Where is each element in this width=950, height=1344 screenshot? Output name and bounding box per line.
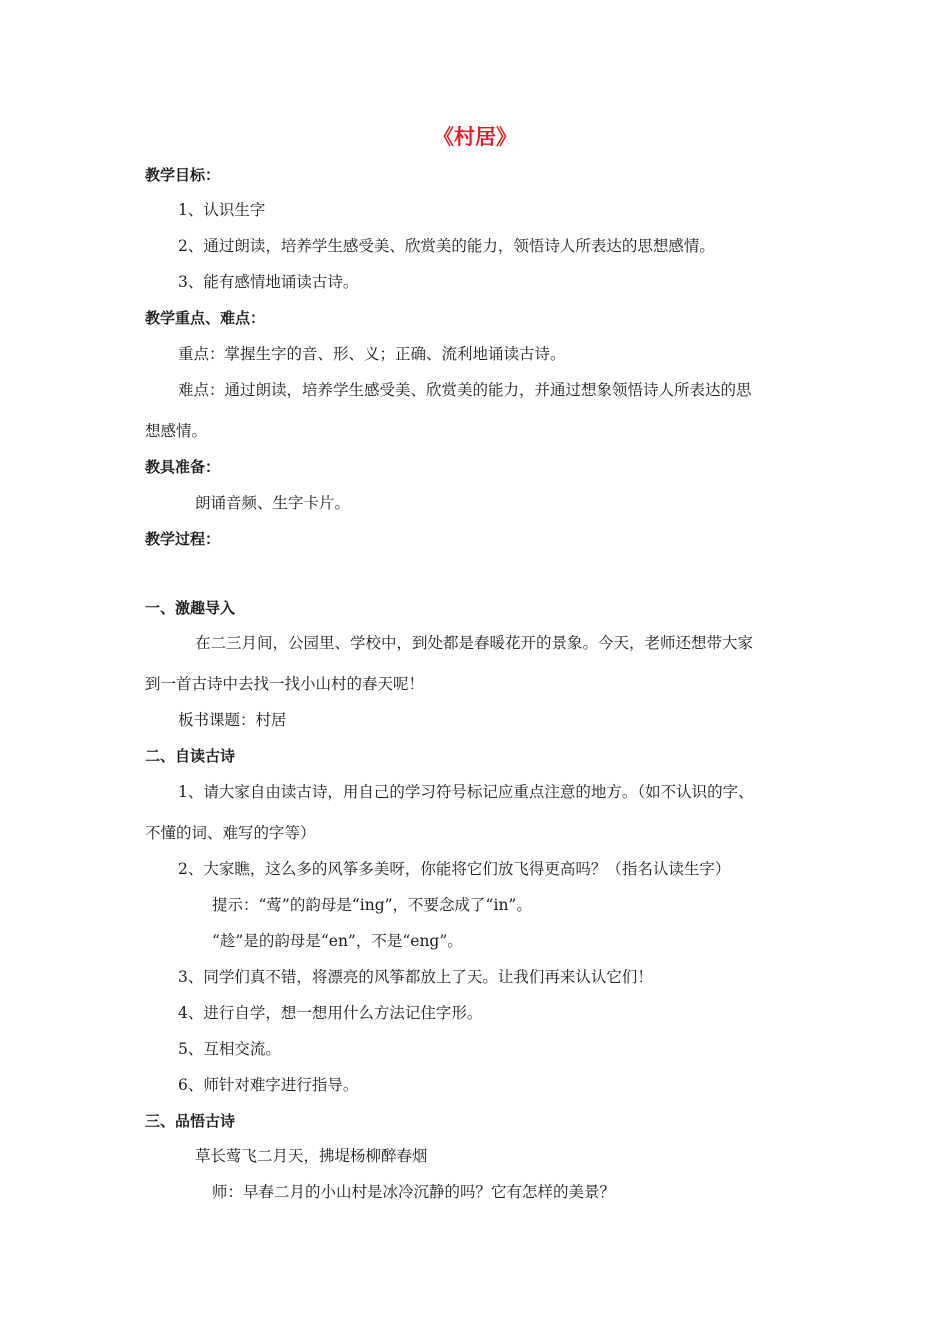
poem-line: 草长莺飞二月天，拂堤杨柳醉春烟 — [195, 1147, 428, 1165]
part3-heading: 三、品悟古诗 — [145, 1112, 236, 1130]
materials-heading: 教具准备： — [145, 458, 221, 476]
focus-text: 重点：掌握生字的音、形、义；正确、流利地诵读古诗。 — [178, 345, 566, 363]
part2-item-4: 4、进行自学，想一想用什么方法记住字形。 — [178, 1004, 483, 1022]
tip-line-1: 提示：“莺”的韵母是“ing”，不要念成了“in”。 — [212, 896, 532, 914]
materials-text: 朗诵音频、生字卡片。 — [195, 494, 351, 512]
goal-item-2: 2、通过朗读，培养学生感受美、欣赏美的能力，领悟诗人所表达的思想感情。 — [178, 237, 715, 255]
part1-heading: 一、激趣导入 — [145, 599, 236, 617]
difficulty-text-line1: 难点：通过朗读，培养学生感受美、欣赏美的能力，并通过想象领悟诗人所表达的思 — [178, 381, 752, 399]
part2-item-5: 5、互相交流。 — [178, 1040, 281, 1058]
part2-item-1-line1: 1、请大家自由读古诗，用自己的学习符号标记应重点注意的地方。（如不认识的字、 — [178, 783, 754, 801]
goal-item-3: 3、能有感情地诵读古诗。 — [178, 273, 359, 291]
teacher-question: 师：早春二月的小山村是冰冷沉静的吗？它有怎样的美景？ — [212, 1183, 616, 1201]
key-points-heading: 教学重点、难点： — [145, 309, 266, 327]
part2-heading: 二、自读古诗 — [145, 747, 236, 765]
part2-item-3: 3、同学们真不错，将漂亮的风筝都放上了天。让我们再来认认它们！ — [178, 968, 653, 986]
part2-item-1-line2: 不懂的词、难写的字等） — [145, 824, 316, 842]
part1-paragraph-line2: 到一首古诗中去找一找小山村的春天呢！ — [145, 675, 425, 693]
tip-line-2: “趁”是的韵母是“en”，不是“eng”。 — [212, 932, 463, 950]
part2-item-6: 6、师针对难字进行指导。 — [178, 1076, 359, 1094]
part1-paragraph-line1: 在二三月间，公园里、学校中，到处都是春暖花开的景象。今天，老师还想带大家 — [195, 634, 754, 652]
goals-heading: 教学目标： — [145, 166, 221, 184]
difficulty-text-line2: 想感情。 — [145, 422, 208, 440]
board-title-text: 板书课题：村居 — [178, 711, 287, 729]
part2-item-2: 2、大家瞧，这么多的风筝多美呀，你能将它们放飞得更高吗？（指名认读生字） — [178, 860, 731, 878]
goal-item-1: 1、认识生字 — [178, 201, 266, 219]
process-heading: 教学过程： — [145, 530, 221, 548]
document-title: 《村居》 — [433, 125, 517, 149]
